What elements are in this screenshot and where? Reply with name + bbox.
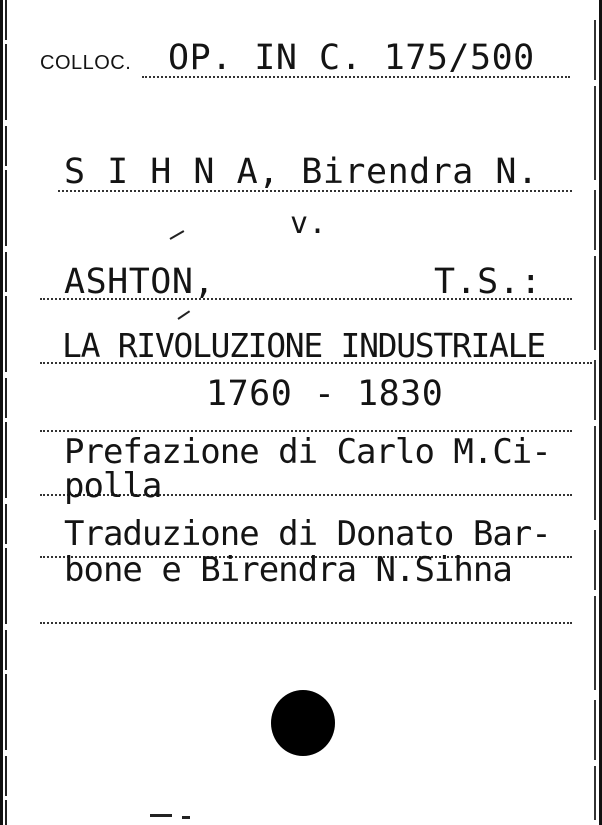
accent-mark [177,310,190,319]
foot-mark-left [150,814,172,817]
foot-mark-right [182,816,190,819]
translation-line-1: Traduzione di Donato Bar- [64,514,551,554]
card-right-edge [590,0,602,825]
punch-hole [271,690,335,756]
book-title: LA RIVOLUZIONE INDUSTRIALE [62,326,545,365]
translation-line-2: bone e Birendra N.Sihna [64,550,512,590]
colloc-label: COLLOC. [40,52,132,74]
author-secondary-initials: T.S.: [434,262,542,302]
pencil-mark [170,230,185,240]
preface-line-1: Prefazione di Carlo M.Ci- [64,432,551,472]
book-years: 1760 - 1830 [206,374,444,414]
preface-line-2: polla [64,466,162,506]
shelfmark: OP. IN C. 175/500 [168,38,535,78]
card-left-edge-line [5,0,7,825]
author-secondary-name: ASHTON, [64,262,216,302]
author-primary: S I H N A, Birendra N. [64,152,539,192]
empty-dotline [40,622,572,624]
card-right-edge-line [594,20,596,820]
versus-label: v. [290,206,328,241]
